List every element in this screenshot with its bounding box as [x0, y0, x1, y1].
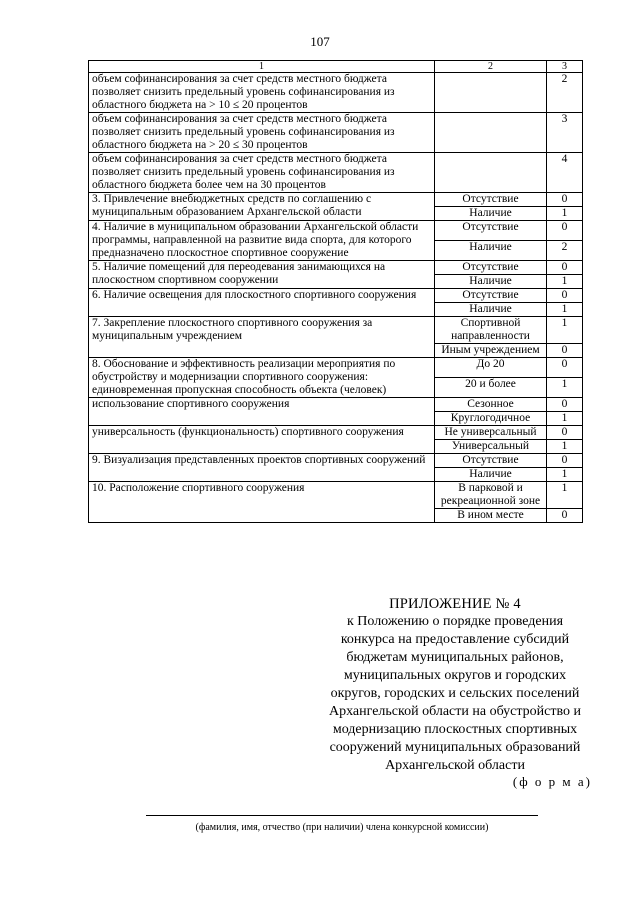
- option-cell: Сезонное: [435, 398, 547, 412]
- table-header-row: [89, 61, 583, 73]
- appendix-line: бюджетам муниципальных районов,: [346, 650, 564, 665]
- signature-line: [146, 815, 538, 816]
- appendix-title: ПРИЛОЖЕНИЕ № 4: [389, 596, 521, 612]
- header-cell: 2: [435, 61, 547, 73]
- criterion-cell: объем софинансирования за счет средств местного бюджета позволяет снизить предельный уровень софинансирования из областного бюджета более чем на 30 процентов: [89, 153, 435, 193]
- table-row: [89, 221, 583, 241]
- option-cell: [435, 73, 547, 113]
- option-cell: Отсутствие: [435, 454, 547, 468]
- score-cell: 1: [547, 412, 583, 426]
- criterion-cell: 4. Наличие в муниципальном образовании Архангельской области программы, направленной на развитие вида спорта, для которого предназначено плоскостное спортивное сооружение: [89, 221, 435, 261]
- option-cell: [435, 113, 547, 153]
- score-cell: 0: [547, 509, 583, 523]
- score-cell: 4: [547, 153, 583, 193]
- score-cell: 0: [547, 261, 583, 275]
- score-cell: 2: [547, 73, 583, 113]
- option-cell: Наличие: [435, 303, 547, 317]
- option-cell: Наличие: [435, 241, 547, 261]
- score-cell: 1: [547, 482, 583, 509]
- score-cell: 1: [547, 468, 583, 482]
- table-row: [89, 358, 583, 378]
- header-cell: 1: [89, 61, 435, 73]
- option-cell: В парковой и рекреационной зоне: [435, 482, 547, 509]
- option-cell: 20 и более: [435, 378, 547, 398]
- table-row: [89, 153, 583, 193]
- score-cell: 1: [547, 378, 583, 398]
- score-cell: 0: [547, 193, 583, 207]
- criterion-cell: 6. Наличие освещения для плоскостного спортивного сооружения: [89, 289, 435, 317]
- form-label: (ф о р м а): [512, 774, 592, 789]
- appendix-block: [300, 595, 610, 775]
- score-cell: 0: [547, 344, 583, 358]
- option-cell: В ином месте: [435, 509, 547, 523]
- criterion-cell: использование спортивного сооружения: [89, 398, 435, 426]
- score-cell: 1: [547, 317, 583, 344]
- appendix-line: муниципальных округов и городских: [343, 668, 567, 683]
- appendix-line: округов, городских и сельских поселений: [330, 686, 580, 701]
- criterion-cell: 10. Расположение спортивного сооружения: [89, 482, 435, 523]
- option-cell: Спортивной направленности: [435, 317, 547, 344]
- criterion-cell: 8. Обоснование и эффективность реализации мероприятия по обустройству и модернизации спортивного сооружения: единовременная пропускная способность объекта (человек): [89, 358, 435, 398]
- score-cell: 1: [547, 275, 583, 289]
- appendix-line: Архангельской области на обустройство и: [329, 704, 581, 719]
- option-cell: Наличие: [435, 275, 547, 289]
- score-cell: 3: [547, 113, 583, 153]
- option-cell: Отсутствие: [435, 193, 547, 207]
- option-cell: Отсутствие: [435, 261, 547, 275]
- criterion-cell: объем софинансирования за счет средств местного бюджета позволяет снизить предельный уровень софинансирования из областного бюджета на > 10 ≤ 20 процентов: [89, 73, 435, 113]
- option-cell: Не универсальный: [435, 426, 547, 440]
- criteria-table: [88, 60, 583, 523]
- page-number: 107: [310, 34, 330, 49]
- appendix-line: сооружений муниципальных образований: [329, 740, 581, 755]
- option-cell: Наличие: [435, 207, 547, 221]
- score-cell: 0: [547, 358, 583, 378]
- score-cell: 0: [547, 221, 583, 241]
- table-row: [89, 73, 583, 113]
- appendix-line: конкурса на предоставление субсидий: [340, 632, 570, 647]
- score-cell: 0: [547, 426, 583, 440]
- header-cell: 3: [547, 61, 583, 73]
- criterion-cell: 7. Закрепление плоскостного спортивного сооружения за муниципальным учреждением: [89, 317, 435, 358]
- appendix-line: Архангельской области: [385, 758, 525, 773]
- score-cell: 1: [547, 303, 583, 317]
- table-row: [89, 398, 583, 412]
- score-cell: 0: [547, 454, 583, 468]
- appendix-line: модернизацию плоскостных спортивных: [332, 722, 578, 737]
- table-row: [89, 317, 583, 344]
- option-cell: [435, 153, 547, 193]
- option-cell: Отсутствие: [435, 221, 547, 241]
- table-row: [89, 426, 583, 440]
- option-cell: Круглогодичное: [435, 412, 547, 426]
- table-row: [89, 454, 583, 468]
- criterion-cell: 5. Наличие помещений для переодевания занимающихся на плоскостном спортивном сооружении: [89, 261, 435, 289]
- score-cell: 1: [547, 207, 583, 221]
- option-cell: Иным учреждением: [435, 344, 547, 358]
- option-cell: Универсальный: [435, 440, 547, 454]
- criterion-cell: 9. Визуализация представленных проектов спортивных сооружений: [89, 454, 435, 482]
- criterion-cell: 3. Привлечение внебюджетных средств по соглашению с муниципальным образованием Архангельской области: [89, 193, 435, 221]
- score-cell: 2: [547, 241, 583, 261]
- table-row: [89, 113, 583, 153]
- criterion-cell: универсальность (функциональность) спортивного сооружения: [89, 426, 435, 454]
- score-cell: 1: [547, 440, 583, 454]
- appendix-line: к Положению о порядке проведения: [346, 614, 564, 629]
- table-row: [89, 261, 583, 275]
- score-cell: 0: [547, 289, 583, 303]
- option-cell: Наличие: [435, 468, 547, 482]
- table-row: [89, 193, 583, 207]
- signature-caption: (фамилия, имя, отчество (при наличии) члена конкурсной комиссии): [195, 822, 489, 833]
- option-cell: До 20: [435, 358, 547, 378]
- criterion-cell: объем софинансирования за счет средств местного бюджета позволяет снизить предельный уровень софинансирования из областного бюджета на > 20 ≤ 30 процентов: [89, 113, 435, 153]
- table-row: [89, 289, 583, 303]
- option-cell: Отсутствие: [435, 289, 547, 303]
- score-cell: 0: [547, 398, 583, 412]
- table-row: [89, 482, 583, 509]
